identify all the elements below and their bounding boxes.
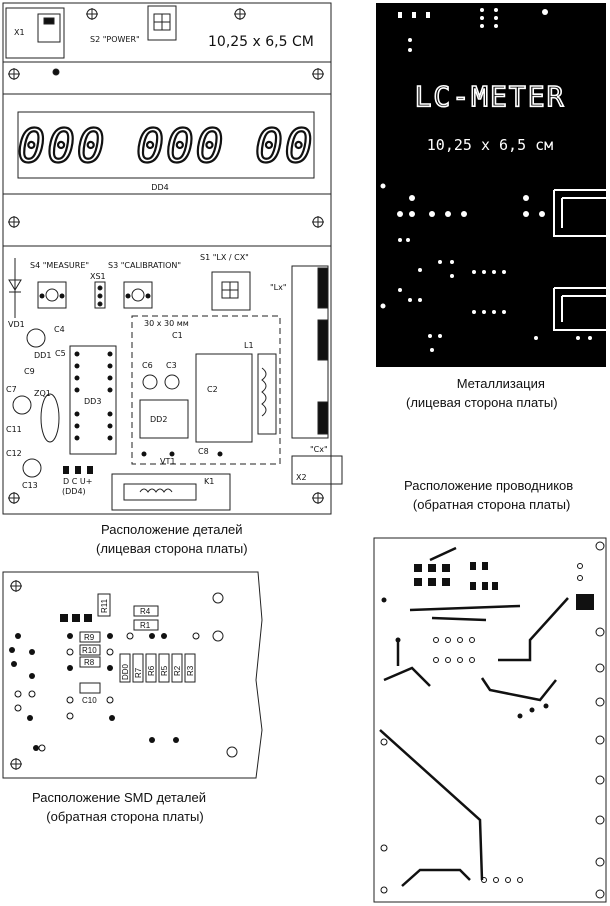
label-pins: D C U+ [63, 477, 93, 486]
label-vd1: VD1 [8, 320, 25, 329]
label-zq1: ZQ1 [34, 389, 51, 398]
label-s1: S1 "LX / CX" [200, 253, 249, 262]
assembly-board [3, 3, 342, 514]
conductors-caption [404, 476, 573, 514]
lcd-digits: 000 000 00 [17, 119, 315, 173]
label-c6: C6 [142, 361, 153, 370]
label-r7: R7 [134, 667, 143, 678]
label-dd4: DD4 [151, 183, 169, 192]
mount-hole-icon [10, 580, 22, 770]
label-size: 10,25 x 6,5 СМ [208, 34, 314, 50]
label-dd2: DD2 [150, 415, 168, 424]
label-c2: C2 [207, 385, 218, 394]
label-c12: C12 [6, 449, 22, 458]
label-s3: S3 "CALIBRATION" [108, 261, 182, 270]
label-k1: K1 [204, 477, 215, 486]
label-c5: C5 [55, 349, 66, 358]
s1-lx-cx-switch [212, 272, 250, 310]
label-vt1: VT1 [160, 457, 176, 466]
label-r2: R2 [173, 665, 182, 676]
label-r1: R1 [140, 621, 151, 630]
label-r11: R11 [100, 598, 109, 613]
label-s4: S4 "MEASURE" [30, 261, 90, 270]
metallization-logo: LC-METER [414, 80, 566, 113]
label-c9: C9 [24, 367, 35, 376]
label-dd0: DD0 [121, 663, 130, 680]
label-cx: "Cx" [310, 445, 328, 454]
smd-caption-line1: Расположение SMD деталей [32, 790, 206, 805]
conductors-caption-line1: Расположение проводников [404, 478, 574, 493]
metallization-caption-line2: (лицевая сторона платы) [406, 395, 558, 410]
label-dd4-note: (DD4) [62, 487, 86, 496]
assembly-pads [40, 294, 223, 475]
metallization-size: 10,25 х 6,5 см [426, 136, 554, 154]
assembly-caption-line2: (лицевая сторона платы) [96, 541, 248, 556]
smd-board [3, 572, 262, 778]
label-s2: S2 "POWER" [90, 35, 140, 44]
label-c10: C10 [82, 696, 97, 705]
label-l1: L1 [244, 341, 254, 350]
metallization-caption-line1: Металлизация [456, 376, 545, 391]
label-dd3: DD3 [84, 397, 102, 406]
label-r9: R9 [84, 633, 95, 642]
mount-hole-icon [8, 8, 324, 504]
smd-caption-line2: (обратная сторона платы) [46, 809, 204, 824]
label-r5: R5 [160, 665, 169, 676]
label-r3: R3 [186, 665, 195, 676]
label-r10: R10 [82, 646, 97, 655]
label-x2: X2 [296, 473, 307, 482]
label-xs1: XS1 [90, 272, 106, 281]
assembly-caption-line1: Расположение деталей [101, 522, 243, 537]
label-lx: "Lx" [270, 283, 287, 292]
label-c3: C3 [166, 361, 177, 370]
label-x1: X1 [14, 28, 25, 37]
label-dd1: DD1 [34, 351, 52, 360]
label-c4: C4 [54, 325, 65, 334]
label-r8: R8 [84, 658, 95, 667]
conductor-board [374, 538, 606, 902]
conductors-caption-line2: (обратная сторона платы) [412, 497, 571, 512]
label-c11: C11 [6, 425, 22, 434]
label-area: 30 x 30 мм [144, 319, 189, 328]
assembly-caption [96, 520, 248, 558]
label-c13: C13 [22, 481, 38, 490]
label-r4: R4 [140, 607, 151, 616]
metallization-board [376, 3, 606, 367]
smd-caption [32, 788, 206, 826]
label-c8: C8 [198, 447, 209, 456]
label-c1: C1 [172, 331, 183, 340]
label-r6: R6 [147, 665, 156, 676]
label-c7: C7 [6, 385, 17, 394]
metallization-caption [406, 374, 558, 412]
